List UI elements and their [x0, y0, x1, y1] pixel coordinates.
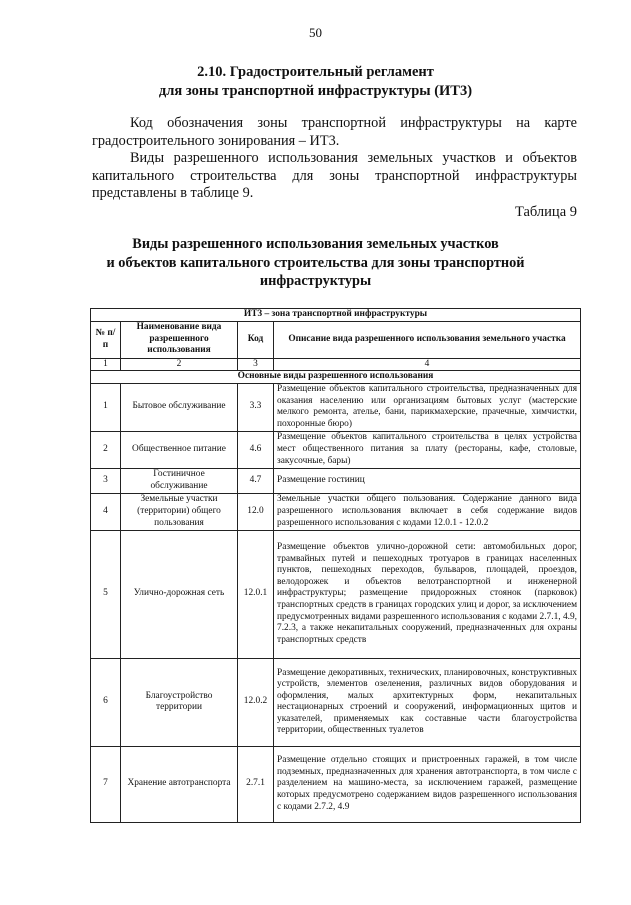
section-row-main-uses: Основные виды разрешенного использования	[91, 371, 581, 384]
column-number: 3	[238, 358, 274, 371]
row-number: 7	[91, 746, 121, 822]
row-number: 2	[91, 431, 121, 468]
table-row	[91, 468, 581, 493]
section-heading	[0, 63, 631, 101]
table-row	[91, 383, 581, 431]
header-code: Код	[238, 321, 274, 358]
header-name: Наименование вида разрешенного использования	[121, 321, 238, 358]
use-description: Размещение гостиниц	[274, 468, 581, 493]
column-number: 2	[121, 358, 238, 371]
table-row	[91, 746, 581, 822]
column-number: 1	[91, 358, 121, 371]
row-number: 6	[91, 658, 121, 746]
header-number: № п/п	[91, 321, 121, 358]
use-name: Благоустройство территории	[121, 658, 238, 746]
use-code: 12.0	[238, 493, 274, 530]
table-row	[91, 530, 581, 658]
use-name: Земельные участки (территории) общего пользования	[121, 493, 238, 530]
use-code: 2.7.1	[238, 746, 274, 822]
zone-header: ИТ3 – зона транспортной инфраструктуры	[91, 309, 581, 322]
use-description: Земельные участки общего пользования. Содержание данного вида разрешенного использования включает в себя содержание видов разрешенного использования с кодами 12.0.1 - 12.0.2	[274, 493, 581, 530]
paragraph-zone-code-text: Код обозначения зоны транспортной инфраструктуры на карте градостроительного зонирования – ИТ3.	[92, 115, 577, 149]
section-heading-line-2: для зоны транспортной инфраструктуры (ИТ3)	[158, 83, 473, 99]
paragraph-allowed-uses-text: Виды разрешенного использования земельных участков и объектов капитального строительства для зоны транспортной инфраструктуры представлены в таблице 9.	[92, 150, 577, 201]
use-code: 12.0.2	[238, 658, 274, 746]
table-title-line-3: инфраструктуры	[259, 273, 372, 289]
use-description: Размещение объектов капитального строительства, предназначенных для оказания населению или организациям бытовых услуг (мастерские мелкого ремонта, ателье, бани, парикмахерские, прачечные, химчистки, похоронные бюро)	[274, 383, 581, 431]
use-description: Размещение декоративных, технических, планировочных, конструктивных устройств, элементов озеленения, различных видов оборудования и оформления, малых архитектурных форм, некапитальных нестационарных строений и сооружений, информационных щитов и указателей, применяемых как составные части благоустройства территории, общественных туалетов	[274, 658, 581, 746]
row-number: 1	[91, 383, 121, 431]
use-description: Размещение отдельно стоящих и пристроенных гаражей, в том числе подземных, предназначенных для хранения автотранспорта, в том числе с разделением на машино-места, за исключением гаражей, размещение которых предусмотрено содержанием видов разрешенного использования с кодами 2.7.2, 4.9	[274, 746, 581, 822]
use-name: Хранение автотранспорта	[121, 746, 238, 822]
row-number: 3	[91, 468, 121, 493]
table-row	[91, 493, 581, 530]
table-row	[91, 431, 581, 468]
column-number: 4	[274, 358, 581, 371]
header-description: Описание вида разрешенного использования земельного участка	[274, 321, 581, 358]
use-name: Улично-дорожная сеть	[121, 530, 238, 658]
table-title	[0, 235, 631, 291]
permitted-uses-table	[90, 308, 581, 823]
section-heading-line-1: 2.10. Градостроительный регламент	[197, 64, 434, 80]
table-row	[91, 658, 581, 746]
use-description: Размещение объектов капитального строительства в целях устройства мест общественного питания за плату (рестораны, кафе, столовые, закусочные, бары)	[274, 431, 581, 468]
row-number: 4	[91, 493, 121, 530]
use-code: 12.0.1	[238, 530, 274, 658]
use-code: 4.7	[238, 468, 274, 493]
table-caption: Таблица 9	[514, 204, 577, 220]
use-name: Общественное питание	[121, 431, 238, 468]
page-number: 50	[309, 25, 322, 40]
use-description: Размещение объектов улично-дорожной сети: автомобильных дорог, трамвайных путей и пешеходных тротуаров в границах населенных пунктов, пешеходных переходов, бульваров, площадей, проездов, велодорожек и объектов велотранспортной и инженерной инфраструктуры; размещение придорожных стоянок (парковок) транспортных средств в границах городских улиц и дорог, за исключением предусмотренных видами разрешенного использования с кодами 2.7.1, 4.9, 7.2.3, а также некапитальных сооружений, предназначенных для охраны транспортных средств	[274, 530, 581, 658]
paragraph-zone-code	[92, 115, 577, 150]
use-name: Гостиничное обслуживание	[121, 468, 238, 493]
row-number: 5	[91, 530, 121, 658]
use-code: 4.6	[238, 431, 274, 468]
use-name: Бытовое обслуживание	[121, 383, 238, 431]
table-title-line-2: и объектов капитального строительства для зоны транспортной	[106, 254, 525, 271]
paragraph-allowed-uses	[92, 150, 577, 203]
table-title-line-1: Виды разрешенного использования земельных участков	[132, 236, 499, 252]
use-code: 3.3	[238, 383, 274, 431]
